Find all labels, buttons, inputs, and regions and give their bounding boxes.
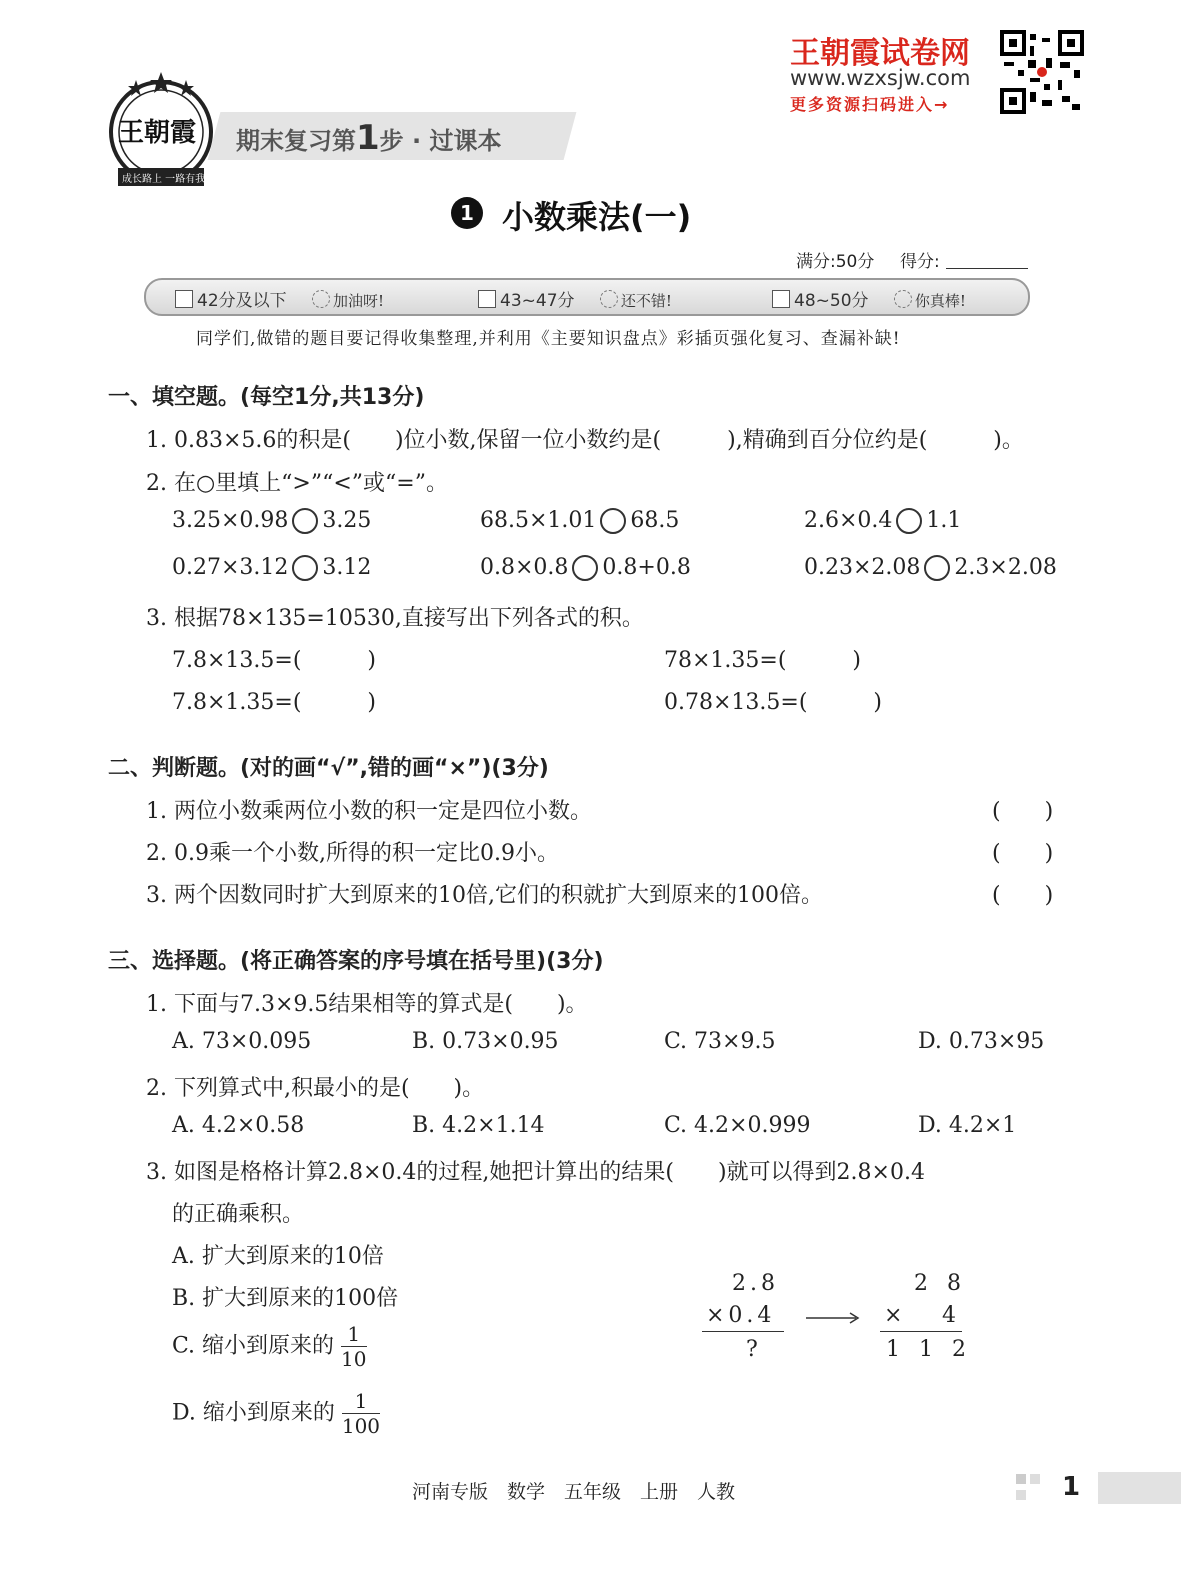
calc-left-top: 2.8 [732,1271,779,1296]
frac-num: 1 [341,1322,366,1347]
footer-bar [1098,1472,1181,1504]
compare-circle[interactable] [572,555,598,581]
page-title: 小数乘法(一) [502,198,692,236]
level-2[interactable] [478,286,672,311]
frac-den: 100 [341,1414,381,1438]
site-title: 王朝霞试卷网 [790,36,970,71]
fill-3[interactable]: 7.8×1.35=( ) [172,690,377,715]
calc-right-result: 1 1 2 [886,1337,972,1362]
s2-item-1: 1. 两位小数乘两位小数的积一定是四位小数。 [146,799,592,824]
fill-4[interactable]: 0.78×13.5=( ) [664,690,883,715]
page-number: 1 [1062,1472,1081,1502]
opt-d-text: D. 缩小到原来的 [172,1400,335,1426]
calc-right-sign: × [884,1303,903,1328]
calc-right-top: 2 8 [914,1271,967,1296]
footer-decor [1016,1474,1056,1510]
section-3-title: 三、选择题。(将正确答案的序号填在括号里)(3分) [108,949,604,974]
s3-q3-line2: 的正确乘积。 [172,1202,305,1227]
section-2-title: 二、判断题。(对的画“√”,错的画“×”)(3分) [108,756,549,781]
smile-icon [894,290,912,308]
title-number-badge [451,197,483,229]
compare-circle[interactable] [292,555,318,581]
score-input[interactable] [946,268,1028,269]
s3-q2-opt-d[interactable]: D. 4.2×1 [918,1113,1017,1138]
calc-left-line [702,1331,784,1332]
cmp-right: 1.1 [926,508,962,533]
s2-answer-2[interactable]: ( ) [992,841,1054,866]
cmp-right: 68.5 [630,508,680,533]
fill-2[interactable]: 78×1.35=( ) [664,648,862,673]
title-number: 1 [460,201,474,225]
s1-q2: 2. 在○里填上“>”“<”或“=”。 [146,471,448,496]
cmp-right: 0.8+0.8 [602,555,691,580]
frac-num: 1 [342,1389,380,1414]
s3-q3-opt-c[interactable] [172,1322,367,1371]
cmp-left: 68.5×1.01 [480,508,597,533]
site-hint: 更多资源扫码进入→ [790,95,950,114]
fill-1[interactable]: 7.8×13.5=( ) [172,648,377,673]
s1-q1: 1. 0.83×5.6的积是( )位小数,保留一位小数约是( ),精确到百分位约是( )。 [146,428,1024,453]
banner-suffix: 步 · 过课本 [379,127,502,155]
level-3-range: 48~50分 [794,291,869,311]
cmp-left: 0.27×3.12 [172,555,289,580]
s3-q1: 1. 下面与7.3×9.5结果相等的算式是( )。 [146,992,588,1017]
qr-code-icon[interactable] [1000,30,1084,114]
level-1-range: 42分及以下 [197,291,287,311]
level-1[interactable] [175,286,384,311]
s3-q1-opt-c[interactable]: C. 73×9.5 [664,1029,776,1054]
level-2-checkbox[interactable] [478,290,496,308]
smile-icon [600,290,618,308]
s3-q3-opt-a[interactable]: A. 扩大到原来的10倍 [172,1244,384,1269]
level-1-msg: 加油呀! [333,292,385,310]
compare-circle[interactable] [924,555,950,581]
s3-q1-opt-b[interactable]: B. 0.73×0.95 [412,1029,559,1054]
s2-answer-1[interactable]: ( ) [992,799,1054,824]
s3-q2: 2. 下列算式中,积最小的是( )。 [146,1076,485,1101]
s2-item-2: 2. 0.9乘一个小数,所得的积一定比0.9小。 [146,841,559,866]
calc-right-line [880,1331,962,1332]
compare-circle[interactable] [896,508,922,534]
level-2-msg: 还不错! [620,292,672,310]
s2-item-3: 3. 两个因数同时扩大到原来的10倍,它们的积就扩大到原来的100倍。 [146,883,823,908]
compare-row-2b [480,555,691,581]
s3-q3-opt-b[interactable]: B. 扩大到原来的100倍 [172,1286,399,1311]
smile-icon [312,290,330,308]
cmp-left: 2.6×0.4 [804,508,893,533]
s3-q1-opt-d[interactable]: D. 0.73×95 [918,1029,1045,1054]
calc-right-mul: 4 [942,1303,956,1328]
level-2-range: 43~47分 [500,291,575,311]
cmp-left: 0.8×0.8 [480,555,569,580]
fraction-1-100 [342,1389,380,1438]
compare-row-2c [804,555,1057,581]
level-3-checkbox[interactable] [772,290,790,308]
compare-row-1 [172,508,371,534]
compare-circle[interactable] [292,508,318,534]
level-1-checkbox[interactable] [175,290,193,308]
fraction-1-10 [341,1322,366,1371]
banner-step: 1 [356,118,380,158]
logo-slogan: 成长路上 一路有我 [122,174,206,185]
cmp-right: 3.12 [322,555,372,580]
s2-answer-3[interactable]: ( ) [992,883,1054,908]
site-url[interactable]: www.wzxsjw.com [790,66,971,90]
s1-q3: 3. 根据78×135=10530,直接写出下列各式的积。 [146,606,644,631]
score-label: 得分: [900,252,940,272]
banner-text [236,118,502,158]
footer-info: 河南专版 数学 五年级 上册 人教 [412,1481,736,1503]
cmp-right: 3.25 [322,508,372,533]
s3-q2-opt-b[interactable]: B. 4.2×1.14 [412,1113,545,1138]
s3-q3-line1: 3. 如图是格格计算2.8×0.4的过程,她把计算出的结果( )就可以得到2.8×0.4 [146,1160,925,1185]
frac-den: 10 [341,1347,367,1371]
logo-text: 王朝霞 [118,118,197,148]
cmp-right: 2.3×2.08 [954,555,1057,580]
level-3[interactable] [772,286,966,311]
calc-left-result: ? [746,1337,758,1362]
cmp-left: 0.23×2.08 [804,555,921,580]
s3-q1-opt-a[interactable]: A. 73×0.095 [172,1029,312,1054]
opt-c-text: C. 缩小到原来的 [172,1333,335,1359]
full-score: 满分:50分 [796,252,875,272]
s3-q2-opt-c[interactable]: C. 4.2×0.999 [664,1113,811,1138]
compare-row-2 [172,555,371,581]
level-3-msg: 你真棒! [914,292,966,310]
s3-q2-opt-a[interactable]: A. 4.2×0.58 [172,1113,305,1138]
s3-q3-opt-d[interactable] [172,1389,380,1438]
compare-row-1c [804,508,961,534]
compare-row-1b [480,508,679,534]
tip-text: 同学们,做错的题目要记得收集整理,并利用《主要知识盘点》彩插页强化复习、查漏补缺! [196,329,901,349]
calc-left-mul: ×0.4 [706,1303,776,1328]
banner-prefix: 期末复习第 [236,127,356,155]
cmp-left: 3.25×0.98 [172,508,289,533]
section-1-title: 一、填空题。(每空1分,共13分) [108,385,425,410]
arrow-right-icon [806,1310,862,1330]
compare-circle[interactable] [600,508,626,534]
